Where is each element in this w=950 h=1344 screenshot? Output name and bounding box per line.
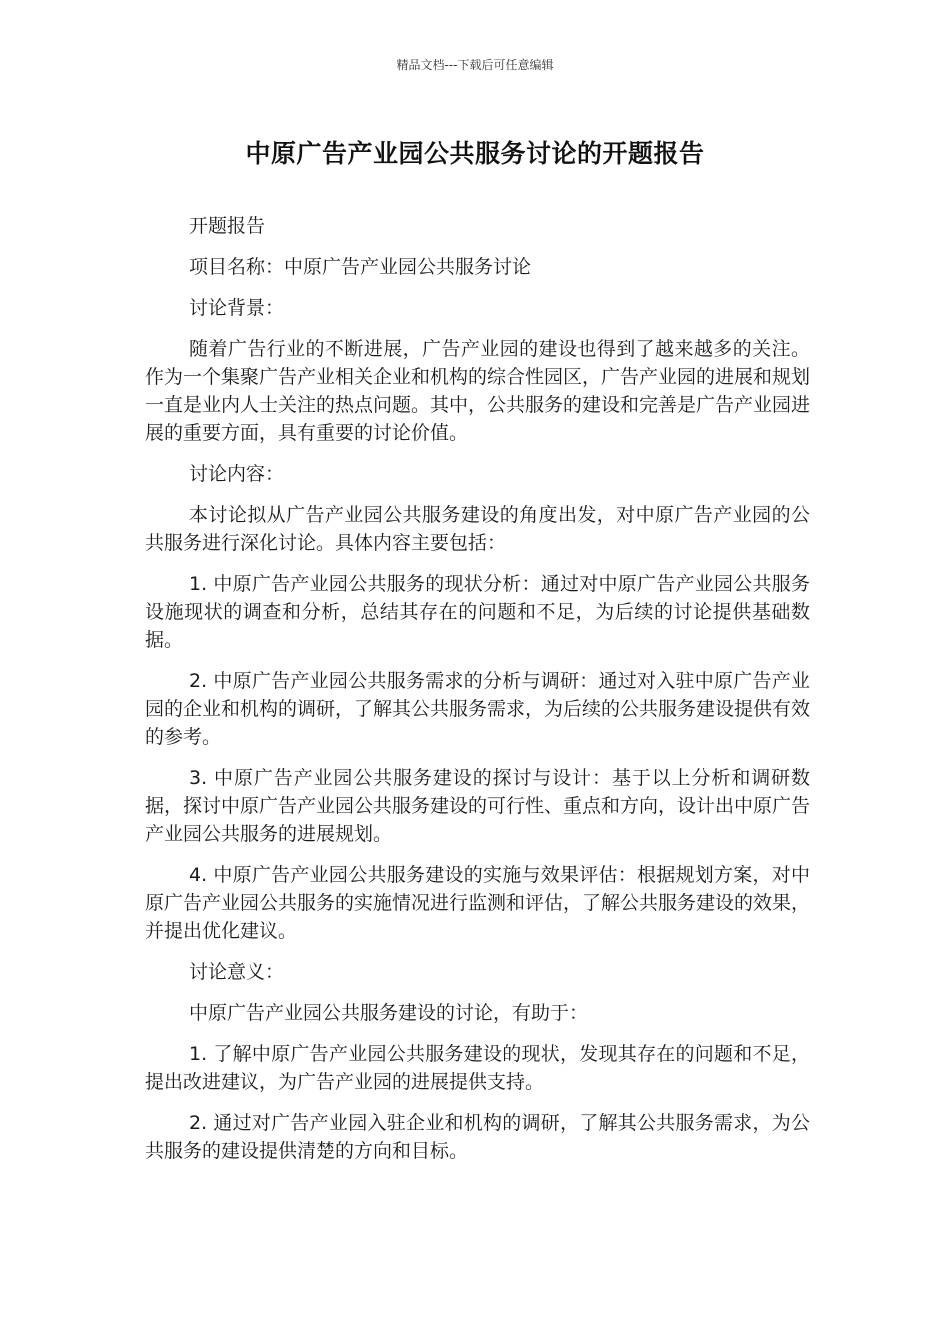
document-body [145, 212, 810, 1178]
section-heading-significance: 讨论意义： [189, 961, 285, 983]
section-heading-content: 讨论内容： [189, 463, 285, 485]
page-header-watermark: 精品文档---下载后可任意编辑 [396, 58, 554, 72]
section-heading-background: 讨论背景： [189, 297, 285, 319]
significance-intro-paragraph: 中原广告产业园公共服务建设的讨论，有助于： [189, 1002, 589, 1024]
project-name-line: 项目名称：中原广告产业园公共服务讨论 [189, 256, 532, 278]
significance-item-2: 2. 通过对广告产业园入驻企业和机构的调研，了解其公共服务需求，为公共服务的建设提供清楚的方向和目标。 [145, 1112, 810, 1162]
background-paragraph: 随着广告行业的不断进展，广告产业园的建设也得到了越来越多的关注。作为一个集聚广告产业相关企业和机构的综合性园区，广告产业园的进展和规划一直是业内人士关注的热点问题。其中，公共服务的建设和完善是广告产业园进展的重要方面，具有重要的讨论价值。 [145, 338, 811, 444]
content-item-3: 3. 中原广告产业园公共服务建设的探讨与设计：基于以上分析和调研数据，探讨中原广告产业园公共服务建设的可行性、重点和方向，设计出中原广告产业园公共服务的进展规划。 [145, 767, 811, 845]
content-intro-paragraph: 本讨论拟从广告产业园公共服务建设的角度出发，对中原广告产业园的公共服务进行深化讨论。具体内容主要包括： [145, 504, 810, 554]
content-item-2: 2. 中原广告产业园公共服务需求的分析与调研：通过对入驻中原广告产业园的企业和机构的调研，了解其公共服务需求，为后续的公共服务建设提供有效的参考。 [145, 670, 811, 748]
content-item-4: 4. 中原广告产业园公共服务建设的实施与效果评估：根据规划方案，对中原广告产业园公共服务的实施情况进行监测和评估，了解公共服务建设的效果，并提出优化建议。 [145, 864, 811, 942]
significance-item-1: 1. 了解中原广告产业园公共服务建设的现状，发现其存在的问题和不足，提出改进建议，为广告产业园的进展提供支持。 [145, 1043, 810, 1093]
heading-report-type: 开题报告 [189, 215, 266, 237]
document-title: 中原广告产业园公共服务讨论的开题报告 [245, 139, 705, 168]
content-item-1: 1. 中原广告产业园公共服务的现状分析：通过对中原广告产业园公共服务设施现状的调查和分析，总结其存在的问题和不足，为后续的讨论提供基础数据。 [145, 573, 810, 651]
